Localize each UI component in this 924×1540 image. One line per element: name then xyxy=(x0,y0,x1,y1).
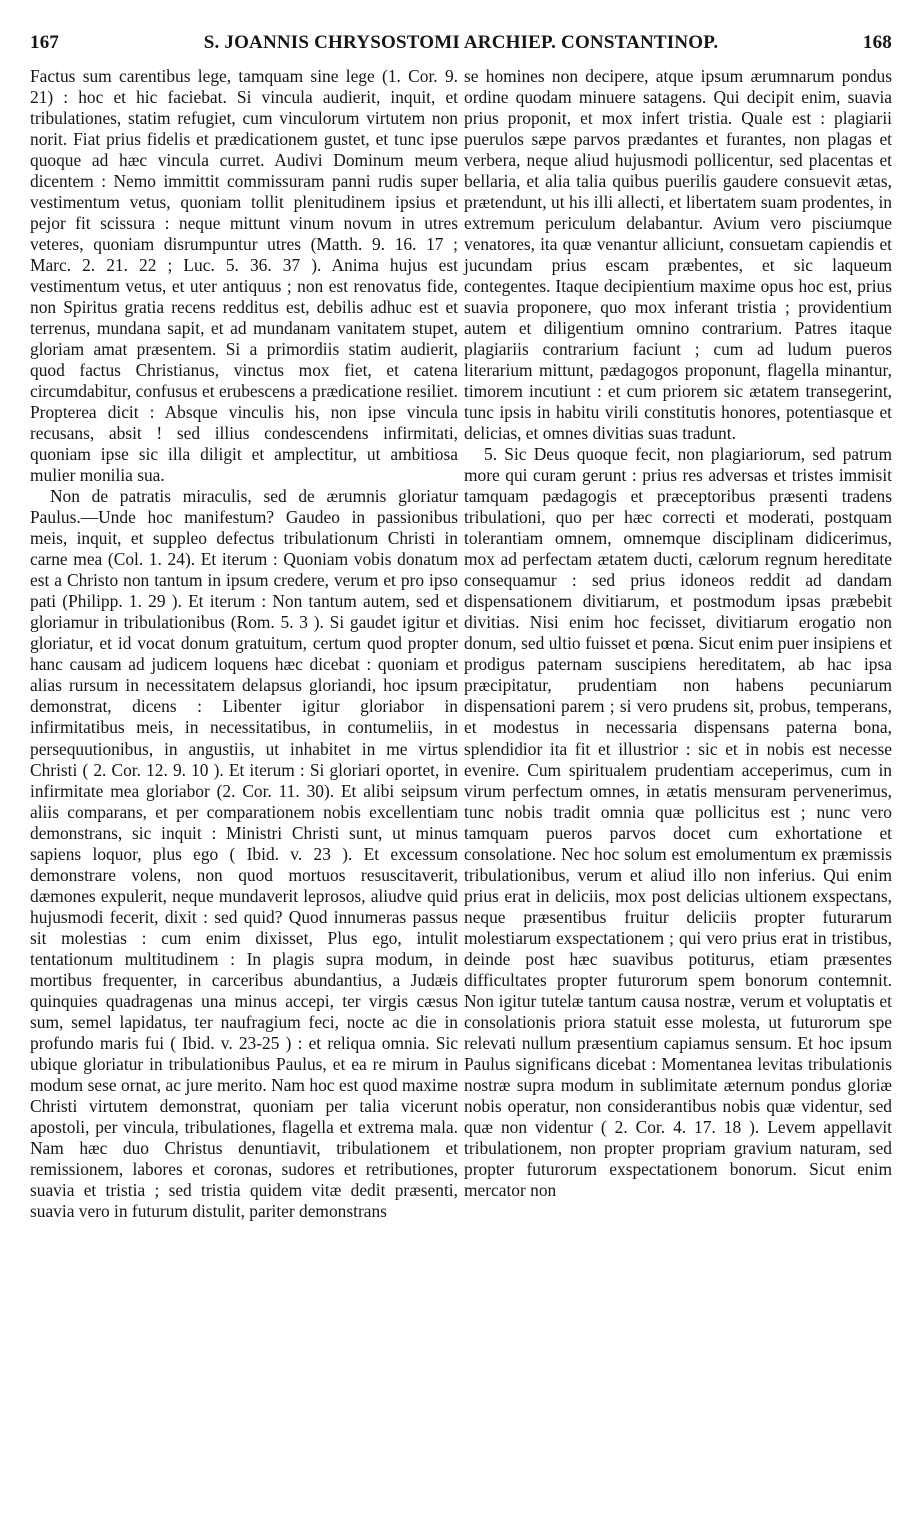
running-title: S. JOANNIS CHRYSOSTOMI ARCHIEP. CONSTANTINOP. xyxy=(203,32,719,53)
paragraph: Factus sum carentibus lege, tamquam sine lege (1. Cor. 9. 21) : hoc et hic faciebat. Si vincula audierit, inquit, et tribulationes, statim refugiet, cum vinculorum virtutem non norit. Fiat prius fidelis et prædicationem gustet, et tunc ipse quoque ad hæc vincula curret. Audivi Dominum meum dicentem : Nemo immittit commissuram panni rudis super vestimentum vetus, quoniam tollit plenitudinem ipsius et pejor fit scissura : neque mittunt vinum novum in utres veteres, quoniam disrumpuntur utres (Matth. 9. 16. 17 ; Marc. 2. 21. 22 ; Luc. 5. 36. 37 ). Anima hujus est vestimentum vetus, et uter antiquus ; non est renovatus fide, non Spiritus gratia recens redditus est, debilis adhuc est et terrenus, mundana sapit, et ad mundanam vanitatem stupet, gloriam amat præsentem. Si a primordiis statim audierit, quod factus Christianus, vinctus mox fiet, et catena circumdabitur, confusus et erubescens a prædicatione resiliet. Propterea dicit : Absque vinculis his, non ipse vincula recusans, absit ! sed illius condescendens infirmitati, quoniam ipse sic illa diligit et amplectitur, ut ambitiosa mulier monilia sua. xyxy=(30,66,458,486)
page-number-left: 167 xyxy=(30,32,60,53)
page-number-right: 168 xyxy=(862,32,892,53)
paragraph: 5. Sic Deus quoque fecit, non plagiariorum, sed patrum more qui curam gerunt : prius res adversas et tristes immisit tamquam pædagogis et præceptoribus præsenti tradens tribulationi, quo per hæc correcti et moderati, postquam tolerantiam omnem, omnemque disciplinam didicerimus, mox ad perfectam ætatem ducti, cælorum regnum hereditate consequamur : sed prius idoneos reddit ad dandam dispensationem divitiarum, et postmodum ipsas præbebit divitias. Nisi enim hoc fecisset, divitiarum erogatio non donum, sed ultio fuisset et pœna. Sicut enim puer insipiens et prodigus paternam suscipiens hereditatem, ab hac ipsa præcipitatur, prudentiam non habens pecuniarum dispensationi parem ; si vero prudens sit, probus, temperans, et modestus in necessaria dispensans paterna bona, splendidior ita fit et illustrior : sic et in nobis est necesse evenire. Cum spiritualem prudentiam acceperimus, cum in virum perfectum omnes, in ætatis mensuram pervenerimus, tunc nobis tradit omnia quæ pollicitus est ; nunc vero tamquam pueros parvos docet cum exhortatione et consolatione. Nec hoc solum est emolumentum ex præmissis tribulationibus, verum et aliud illo non inferius. Qui enim prius erat in deliciis, mox post delicias ultionem exspectans, neque præsentibus fruitur deliciis propter futurarum molestiarum exspectationem ; qui vero prius erat in tristibus, deinde post hæc suavibus potiturus, etiam præsentes difficultates propter futurorum spem bonorum contemnit. Non igitur tutelæ tantum causa nostræ, verum et voluptatis et consolationis priora statuit esse molesta, ut futurorum spe relevati nullum præsentium capiamus sensum. Et hoc ipsum Paulus significans dicebat : Momentanea levitas tribulationis nostræ supra modum in sublimitate æternum pondus gloriæ nobis operatur, non considerantibus nobis quæ videntur, sed quæ non videntur ( 2. Cor. 4. 17. 18 ). Levem appellavit tribulationem, non propter propriam gravium naturam, sed propter futurorum exspectationem bonorum. Sicut enim mercator non xyxy=(464,444,892,1200)
running-header xyxy=(30,32,892,60)
paragraph: Non de patratis miraculis, sed de ærumnis gloriatur Paulus.—Unde hoc manifestum? Gaudeo in passionibus meis, inquit, et suppleo defectus tribulationum Christi in carne mea (Col. 1. 24). Et iterum : Quoniam vobis donatum est a Christo non tantum in ipsum credere, verum et pro ipso pati (Philipp. 1. 29 ). Et iterum : Non tantum autem, sed et gloriamur in tribulationibus (Rom. 5. 3 ). Si gaudet igitur et gloriatur, et id vocat donum gratuitum, certum quod propter hanc causam ad judicem loquens hæc dicebat : quoniam et alias rursum in necessitatem delapsus gloriandi, hoc ipsum demonstrat, dicens : Libenter igitur gloriabor in infirmitatibus meis, in necessitatibus, in contumeliis, in persequutionibus, in angustiis, ut inhabitet in me virtus Christi ( 2. Cor. 12. 9. 10 ). Et iterum : Si gloriari oportet, in infirmitate mea gloriabor (2. Cor. 11. 30). Et alibi seipsum aliis comparans, et per comparationem nobis excellentiam demonstrans, sic inquit : Ministri Christi sunt, ut minus sapiens loquor, plus ego ( Ibid. v. 23 ). Et excessum demonstrare volens, non quod mortuos resuscitaverit, dæmones expulerit, neque mundaverit leprosos, aliudve quid hujusmodi fecerit, dixit : sed quid? Quod innumeras passus sit molestias : cum enim dixisset, Plus ego, intulit tentationum multitudinem : In plagis supra modum, in mortibus frequenter, in carceribus abundantius, a Judæis quinquies quadragenas una minus accepi, ter virgis cæsus sum, semel lapidatus, ter naufragium feci, nocte ac die in profundo maris fui ( Ibid. v. 23-25 ) : et reliqua omnia. Sic ubique gloriatur in tribulationibus Paulus, et ea re mirum in modum sese ornat, ac jure merito. Nam hoc est quod maxime Christi virtutem demonstrat, quoniam per talia vicerunt apostoli, per vincula, tribulationes, flagella et extrema mala. Nam hæc duo Christus denuntiavit, tribulationem et remissionem, labores et coronas, sudores et retributiones, suavia et tristia ; sed tristia quidem vitæ dedit præsenti, suavia vero in futurum distulit, pariter demonstrans xyxy=(30,486,458,1221)
left-column xyxy=(30,66,458,1222)
right-column xyxy=(464,66,892,1201)
paragraph: se homines non decipere, atque ipsum ærumnarum pondus ordine quodam minuere satagens. Qui decipit enim, suavia prius proponit, et mox infert tristia. Quale est : plagiarii puerulos sæpe parvos prædantes et furantes, non plagas et verbera, neque aliud hujusmodi pollicentur, sed placentas et bellaria, et alia talia quibus puerilis gaudere consuevit ætas, prætendunt, ut his illi allecti, et libertatem suam prodentes, in extremum periculum delabantur. Avium vero pisciumque venatores, ita quæ venantur alliciunt, consuetam capiendis et jucundam prius escam præbentes, et sic laqueum contegentes. Itaque decipientium maxime opus hoc est, prius suavia proponere, quo mox inferant tristia ; providentium autem et diligentium omnino contrarium. Patres itaque plagiariis contrarium faciunt ; cum ad ludum pueros literarium mittunt, pædagogos proponunt, flagella minantur, timorem incutiunt : et cum priorem sic ætatem transegerint, tunc ipsis in habitu virili constitutis honores, potentiasque et delicias, et omnes divitias suas tradunt. xyxy=(464,66,892,444)
